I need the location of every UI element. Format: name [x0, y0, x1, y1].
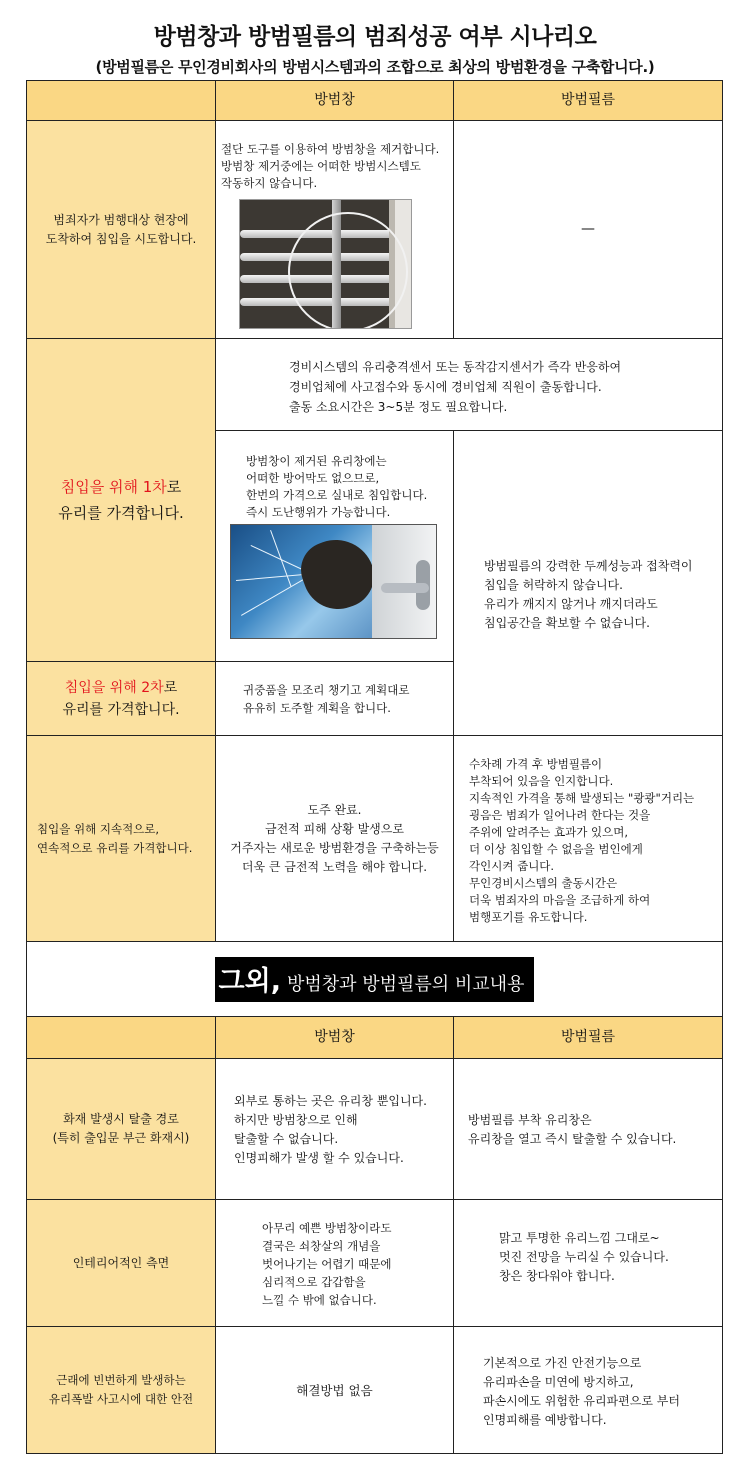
- row1-label: 범죄자가 범행대상 현장에 도착하여 침입을 시도합니다.: [26, 120, 216, 339]
- t2-row1-label: 화재 발생시 탈출 경로 (특히 출입문 부근 화재시): [26, 1058, 216, 1200]
- t2-row2-film-cell: [453, 1199, 723, 1327]
- t2-row2-film-text: 맑고 투명한 유리느낌 그대로~ 멋진 전망을 누리실 수 있습니다. 창은 창다워야 합니다.: [499, 1231, 669, 1283]
- row3-label-suffix: 로: [163, 679, 178, 696]
- t2-row1-film-text: 방범필름 부착 유리창은 유리창을 열고 즉시 탈출할 수 있습니다.: [468, 1113, 677, 1146]
- window-bars-photo: [239, 199, 412, 329]
- row4-window: 도주 완료. 금전적 피해 상황 발생으로 거주자는 새로운 방범환경을 구축하는등 더욱 큰 금전적 노력을 해야 합니다.: [215, 735, 454, 942]
- row4-label: 침입을 위해 지속적으로, 연속적으로 유리를 가격합니다.: [26, 735, 216, 942]
- page-title: 방범창과 방범필름의 범죄성공 여부 시나리오: [153, 24, 597, 50]
- row3-window-text: 귀중품을 모조리 챙기고 계획대로 유유히 도주할 계획을 합니다.: [243, 683, 410, 715]
- table2-header-film: 방범필름: [453, 1016, 723, 1059]
- section2-banner: [26, 941, 723, 1017]
- t2-row1-film-cell: [453, 1058, 723, 1200]
- row2-label: [26, 338, 216, 662]
- row2-shared-text: 경비시스템의 유리충격센서 또는 동작감지센서가 즉각 반응하여 경비업체에 사고접수와 동시에 경비업체 직원이 출동합니다. 출동 소요시간은 3~5분 정도 필요합니다.: [215, 338, 723, 431]
- table2-header-window: 방범창: [215, 1016, 454, 1059]
- row4-film-cell: [453, 735, 723, 942]
- row3-label: [26, 661, 216, 736]
- t2-row3-film-cell: [453, 1326, 723, 1454]
- table2-header-empty: [26, 1016, 216, 1059]
- t2-row2-label: 인테리어적인 측면: [26, 1199, 216, 1327]
- t2-row1-window-cell: [215, 1058, 454, 1200]
- t2-row1-window-text: 외부로 통하는 곳은 유리창 뿐입니다. 하지만 방범창으로 인해 탈출할 수 없습니다. 인명피해가 발생 할 수 있습니다.: [234, 1094, 427, 1165]
- t2-row3-label: 근래에 빈번하게 발생하는 유리폭발 사고시에 대한 안전: [26, 1326, 216, 1454]
- table1-header-film: 방범필름: [453, 80, 723, 121]
- row2-film-cell: [453, 430, 723, 736]
- t2-row2-window-text: 아무리 예쁜 방범창이라도 결국은 쇠창살의 개념을 벗어나기는 어렵기 때문에 심리적으로 갑갑함을 느낄 수 밖에 없습니다.: [262, 1221, 392, 1307]
- row2-window-text: 방범창이 제거된 유리창에는 어떠한 방어막도 없으므로, 한번의 가격으로 실내로 침입합니다. 즉시 도난행위가 가능합니다.: [246, 454, 428, 519]
- section2-rest: 방범창과 방범필름의 비교내용: [286, 973, 525, 995]
- row3-label-red: 침입을 위해 2차: [64, 679, 164, 696]
- row1-window-text: 절단 도구를 이용하여 방범창을 제거합니다. 방범창 제거중에는 어떠한 방범시스템도 작동하지 않습니다.: [221, 142, 440, 190]
- t2-row2-window-cell: [215, 1199, 454, 1327]
- row1-film: —: [453, 120, 723, 339]
- row2-label-line2: 유리를 가격합니다.: [58, 504, 184, 522]
- t2-row3-window: 해결방법 없음: [215, 1326, 454, 1454]
- row2-label-red: 침입을 위해 1차: [60, 478, 167, 496]
- row3-window-cell: [215, 661, 454, 736]
- row2-film-text: 방범필름의 강력한 두께성능과 접착력이 침입을 허락하지 않습니다. 유리가 깨지지 않거나 깨지더라도 침입공간을 확보할 수 없습니다.: [484, 559, 693, 630]
- row2-label-suffix: 로: [166, 478, 182, 496]
- row3-label-line2: 유리를 가격합니다.: [62, 701, 180, 718]
- page-subtitle: (방범필름은 무인경비회사의 방범시스템과의 조합으로 최상의 방범환경을 구축합니다.): [95, 58, 655, 76]
- section2-strong: 그외,: [218, 965, 281, 997]
- broken-glass-photo: [230, 524, 437, 639]
- table1-header-window: 방범창: [215, 80, 454, 121]
- t2-row3-film-text: 기본적으로 가진 안전기능으로 유리파손을 미연에 방지하고, 파손시에도 위험한 유리파편으로 부터 인명피해를 예방합니다.: [483, 1356, 680, 1427]
- table1-header-empty: [26, 80, 216, 121]
- row4-film-text: 수차례 가격 후 방범필름이 부착되어 있음을 인지합니다. 지속적인 가격을 통해 발생되는 "쾅쾅"거리는 굉음은 범죄가 일어나려 한다는 것을 주위에 알려주는 효과가 있으며, 더 이상 침입할 수 없음을 범인에게 각인시켜 줍니다. 무인경비시스템의 출동시간은 더욱 범죄자의 마음을 조급하게 하여 범행포기를 유도합니다.: [469, 757, 695, 924]
